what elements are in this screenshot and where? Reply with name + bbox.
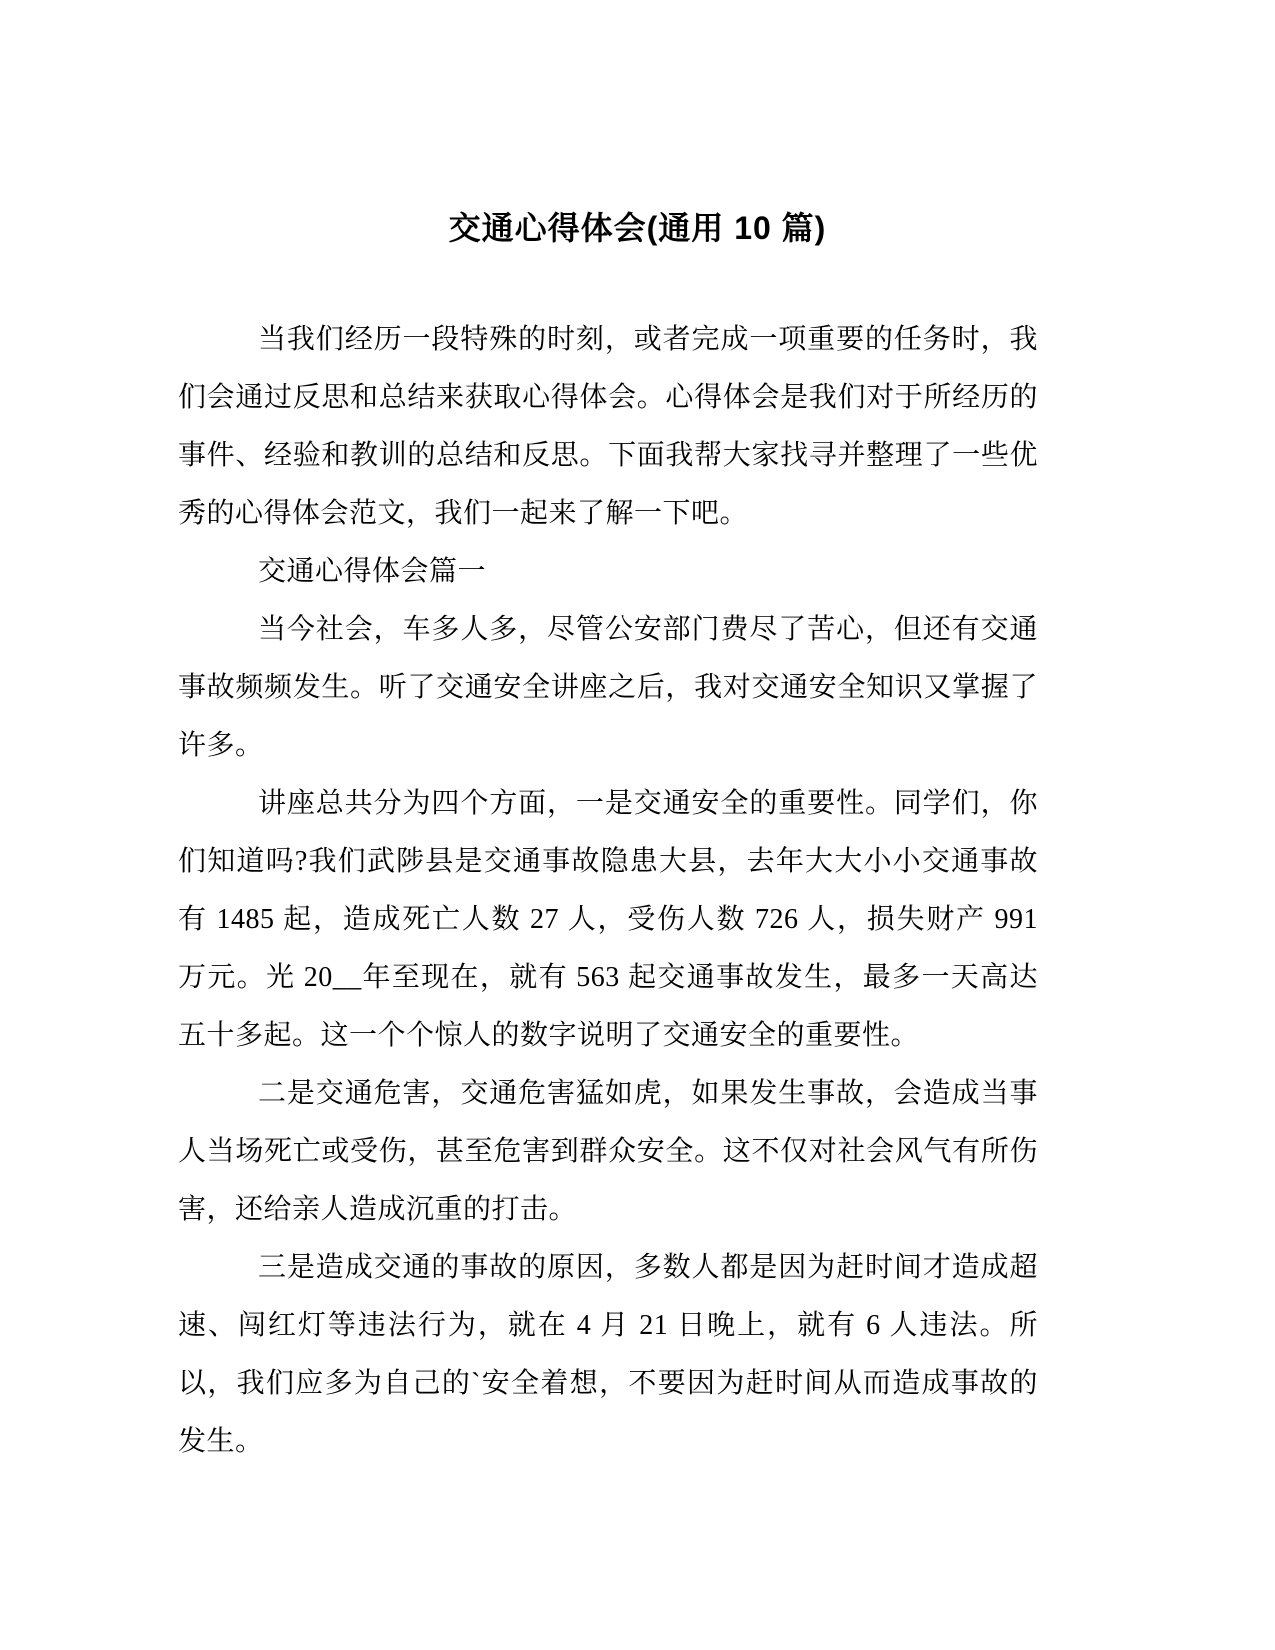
paragraph: 二是交通危害，交通危害猛如虎，如果发生事故，会造成当事人当场死亡或受伤，甚至危害到群众安全。这不仅对社会风气有所伤害，还给亲人造成沉重的打击。 — [178, 1078, 1038, 1225]
paragraph-section-heading: 交通心得体会篇一 — [258, 556, 487, 587]
document-title: 交通心得体会(通用 10 篇) — [448, 210, 827, 246]
document-body — [178, 311, 1038, 1471]
paragraph: 三是造成交通的事故的原因，多数人都是因为赶时间才造成超速、闯红灯等违法行为，就在 4 月 21 日晚上，就有 6 人违法。所以，我们应多为自己的`安全着想，不要因为赶时间从而造成事故的发生。 — [178, 1252, 1038, 1457]
paragraph-intro: 当我们经历一段特殊的时刻，或者完成一项重要的任务时，我们会通过反思和总结来获取心得体会。心得体会是我们对于所经历的事件、经验和教训的总结和反思。下面我帮大家找寻并整理了一些优秀的心得体会范文，我们一起来了解一下吧。 — [178, 324, 1038, 529]
paragraph: 当今社会，车多人多，尽管公安部门费尽了苦心，但还有交通事故频频发生。听了交通安全讲座之后，我对交通安全知识又掌握了许多。 — [178, 614, 1038, 761]
paragraph: 讲座总共分为四个方面，一是交通安全的重要性。同学们，你们知道吗?我们武陟县是交通事故隐患大县，去年大大小小交通事故有 1485 起，造成死亡人数 27 人，受伤人数 726 人，损失财产 991 万元。光 20__年至现在，就有 563 起交通事故发生，最多一天高达五十多起。这一个个惊人的数字说明了交通安全的重要性。 — [178, 788, 1038, 1051]
